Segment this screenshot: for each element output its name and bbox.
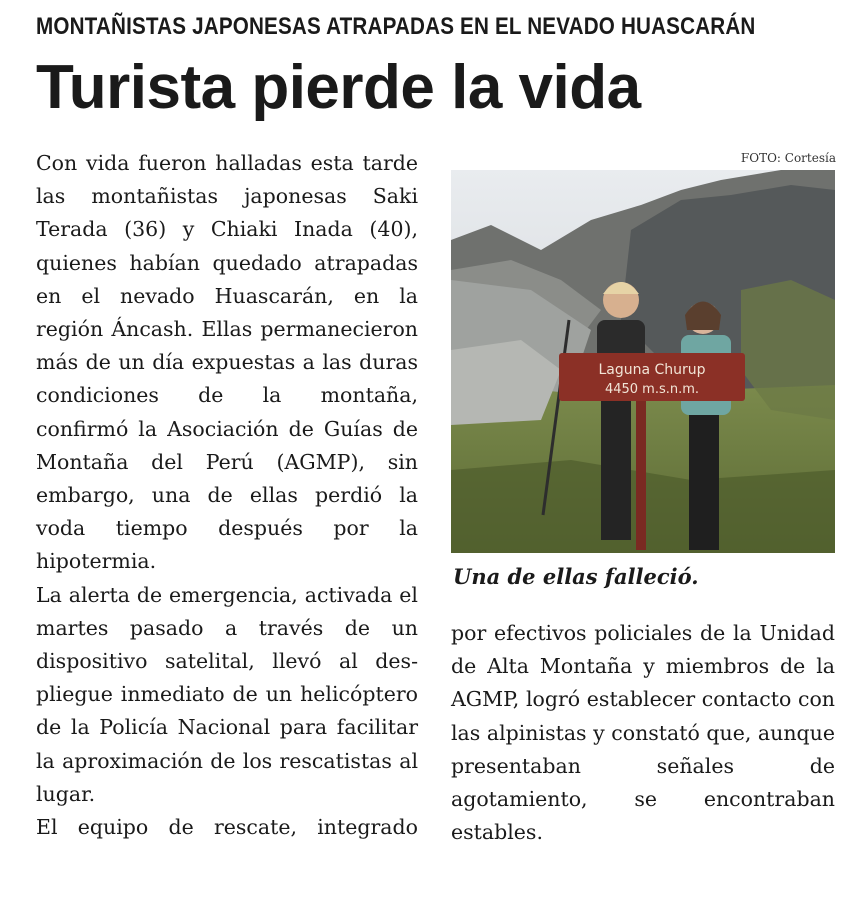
- photo-credit: FOTO: Cortesía: [740, 151, 836, 165]
- body-paragraph-3: El equipo de rescate, integrado: [36, 815, 418, 840]
- body-column-right: [451, 617, 835, 849]
- body-paragraph-4: por efectivos policiales de la Unidad de Alta Montaña y miembros de la AGMP, logró establecer contacto con las alpinistas y constató que, aunque presentaban señales de agotamiento, se encontraban estables.: [451, 621, 835, 845]
- main-headline: Turista pierde la vida: [36, 53, 641, 122]
- kicker-headline: MONTAÑISTAS JAPONESAS ATRAPADAS EN EL NEVADO HUASCARÁN: [36, 13, 756, 40]
- sign-text-line2: 4450 m.s.n.m.: [604, 382, 700, 397]
- body-paragraph-2: La alerta de emergencia, activada el martes pasado a través de un dispositivo satelital, llevó al despliegue inmediato de un helicóptero de la Policía Nacional para facilitar la aproximación de los rescatistas al lugar.: [36, 582, 418, 806]
- photo-caption: Una de ellas falleció.: [453, 564, 699, 589]
- body-paragraph-1: Con vida fueron halladas esta tarde las montañistas japonesas Saki Terada (36) y Chiaki Inada (40), quienes habían quedado atrapadas en el nevado Huascarán, en la región Áncash. Ellas permanecieron más de un día expuestas a las duras condiciones de la montaña, confirmó la Asociación de Guías de Montaña del Perú (AGMP), sin embargo, una de ellas perdió la voda tiempo después por la hipotermia.: [36, 151, 418, 574]
- article-photo: [451, 170, 835, 553]
- photo-illustration: [451, 170, 835, 553]
- body-column-left: [36, 147, 418, 844]
- sign-text-line1: Laguna Churup: [598, 362, 706, 378]
